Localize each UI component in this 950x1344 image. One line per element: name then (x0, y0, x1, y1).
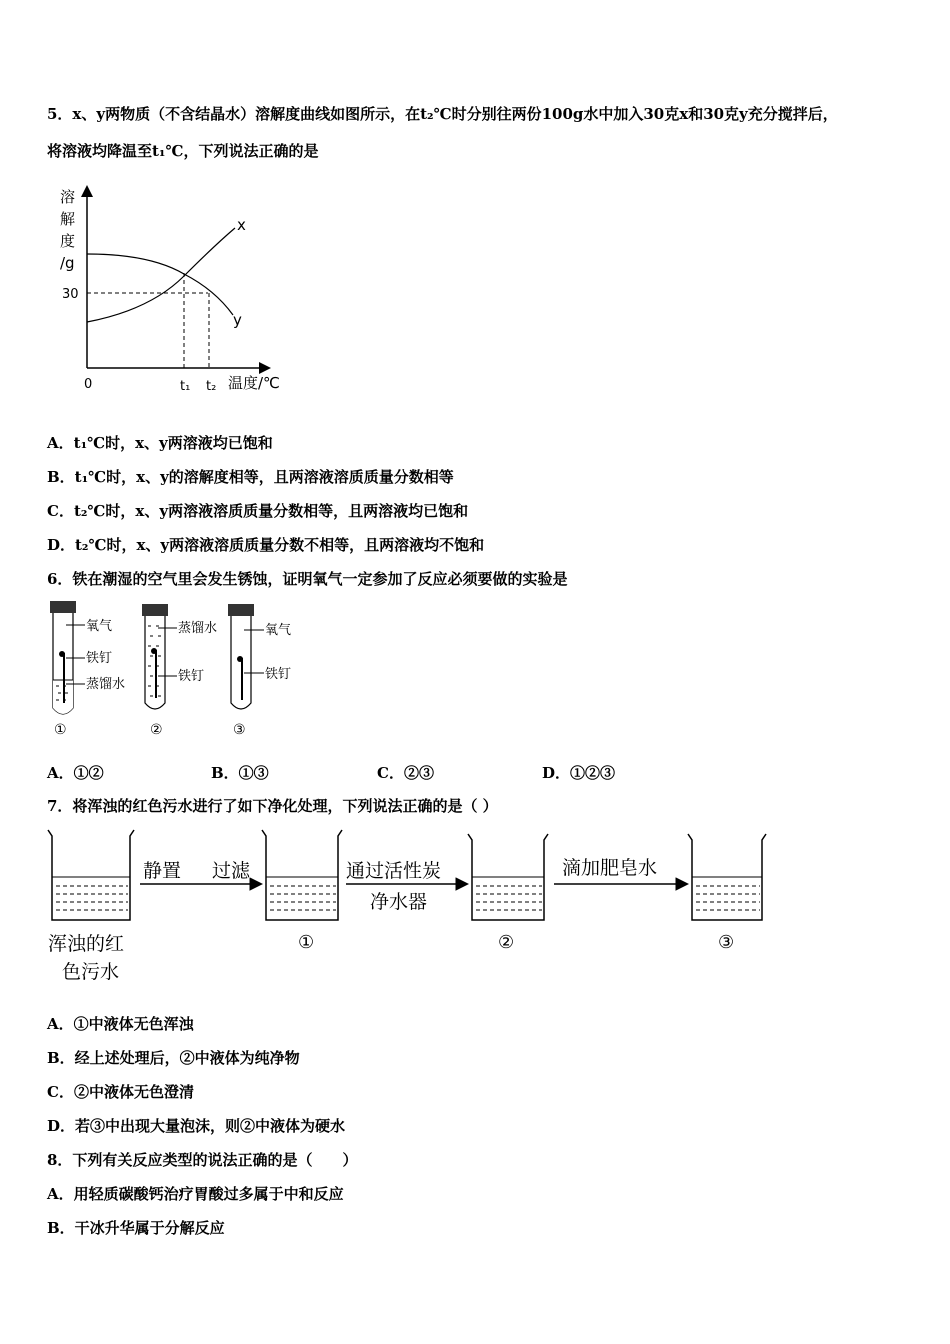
step-purifier: 净水器 (370, 891, 428, 913)
x-tick-t1: t₁ (180, 379, 191, 394)
source-label-1: 浑浊的红 (48, 933, 125, 955)
q7-stem: 7．将浑浊的红色污水进行了如下净化处理，下列说法正确的是（ ） (47, 797, 498, 815)
y-axis-label-4: /g (60, 254, 75, 272)
y-tick-30: 30 (62, 287, 79, 302)
step-filter: 过滤 (212, 860, 251, 882)
source-label-2: 色污水 (62, 961, 120, 983)
q6-option-b: B．①③ (211, 764, 269, 782)
origin-label: 0 (84, 377, 93, 392)
q5-stem-line2: 将溶液均降温至t₁℃，下列说法正确的是 (47, 142, 319, 160)
tube1-label-oxygen: 氧气 (86, 619, 113, 634)
tube2-label-water: 蒸馏水 (178, 621, 218, 636)
q5-option-a: A．t₁℃时，x、y两溶液均已饱和 (47, 434, 273, 452)
q8-option-a: A．用轻质碳酸钙治疗胃酸过多属于中和反应 (47, 1185, 344, 1203)
purification-flow (40, 822, 770, 992)
q6-option-d: D．①②③ (542, 764, 616, 782)
y-axis-label-2: 解 (60, 210, 76, 228)
y-axis-label-1: 溶 (60, 188, 76, 206)
test-tubes-figure (40, 598, 320, 743)
q5-option-b: B．t₁℃时，x、y的溶解度相等，且两溶液溶质质量分数相等 (47, 468, 454, 486)
beaker1-number: ① (298, 932, 315, 953)
q8-stem: 8．下列有关反应类型的说法正确的是（ ） (47, 1151, 358, 1169)
q5-option-c: C．t₂℃时，x、y两溶液溶质质量分数相等，且两溶液均已饱和 (47, 502, 469, 520)
tube3-label-nail: 铁钉 (265, 667, 292, 682)
solubility-graph (40, 180, 300, 400)
curve-y-label: y (233, 311, 242, 329)
q8-option-b: B．干冰升华属于分解反应 (47, 1219, 225, 1237)
tube-2 (142, 604, 217, 738)
beaker3-number: ③ (718, 932, 735, 953)
tube2-number: ② (150, 722, 163, 738)
y-axis-label-3: 度 (60, 232, 76, 250)
q7-option-c: C．②中液体无色澄清 (47, 1083, 194, 1101)
beaker-source (48, 830, 134, 983)
tube3-label-oxygen: 氧气 (265, 623, 292, 638)
tube-1 (50, 601, 125, 738)
q6-option-c: C．②③ (377, 764, 434, 782)
beaker2-number: ② (498, 932, 515, 953)
beaker-1 (262, 830, 342, 953)
tube1-label-nail: 铁钉 (86, 651, 113, 666)
x-tick-t2: t₂ (206, 379, 217, 394)
q5-option-d: D．t₂℃时，x、y两溶液溶质质量分数不相等，且两溶液均不饱和 (47, 536, 485, 554)
tube-3 (228, 604, 291, 738)
step-settle: 静置 (143, 860, 182, 882)
step-soap: 滴加肥皂水 (562, 857, 658, 879)
q7-option-d: D．若③中出现大量泡沫，则②中液体为硬水 (47, 1117, 346, 1135)
tube1-number: ① (54, 722, 67, 738)
q7-option-b: B．经上述处理后，②中液体为纯净物 (47, 1049, 300, 1067)
tube1-label-water: 蒸馏水 (86, 677, 126, 692)
beaker-2 (468, 834, 548, 953)
curve-y (87, 254, 233, 315)
q6-option-a: A．①② (47, 764, 104, 782)
step-carbon: 通过活性炭 (346, 860, 442, 882)
tube2-label-nail: 铁钉 (178, 669, 205, 684)
curve-x-label: x (237, 216, 246, 234)
beaker-3 (688, 834, 766, 953)
q6-stem: 6．铁在潮湿的空气里会发生锈蚀，证明氧气一定参加了反应必须要做的实验是 (47, 570, 568, 588)
q7-option-a: A．①中液体无色浑浊 (47, 1015, 194, 1033)
curve-x (87, 228, 235, 322)
q5-stem-line1: 5．x、y两物质（不含结晶水）溶解度曲线如图所示，在t₂℃时分别往两份100g水中加入30克x和30克y充分搅拌后， (47, 105, 838, 123)
tube3-number: ③ (233, 722, 246, 738)
x-axis-label: 温度/℃ (228, 374, 280, 392)
